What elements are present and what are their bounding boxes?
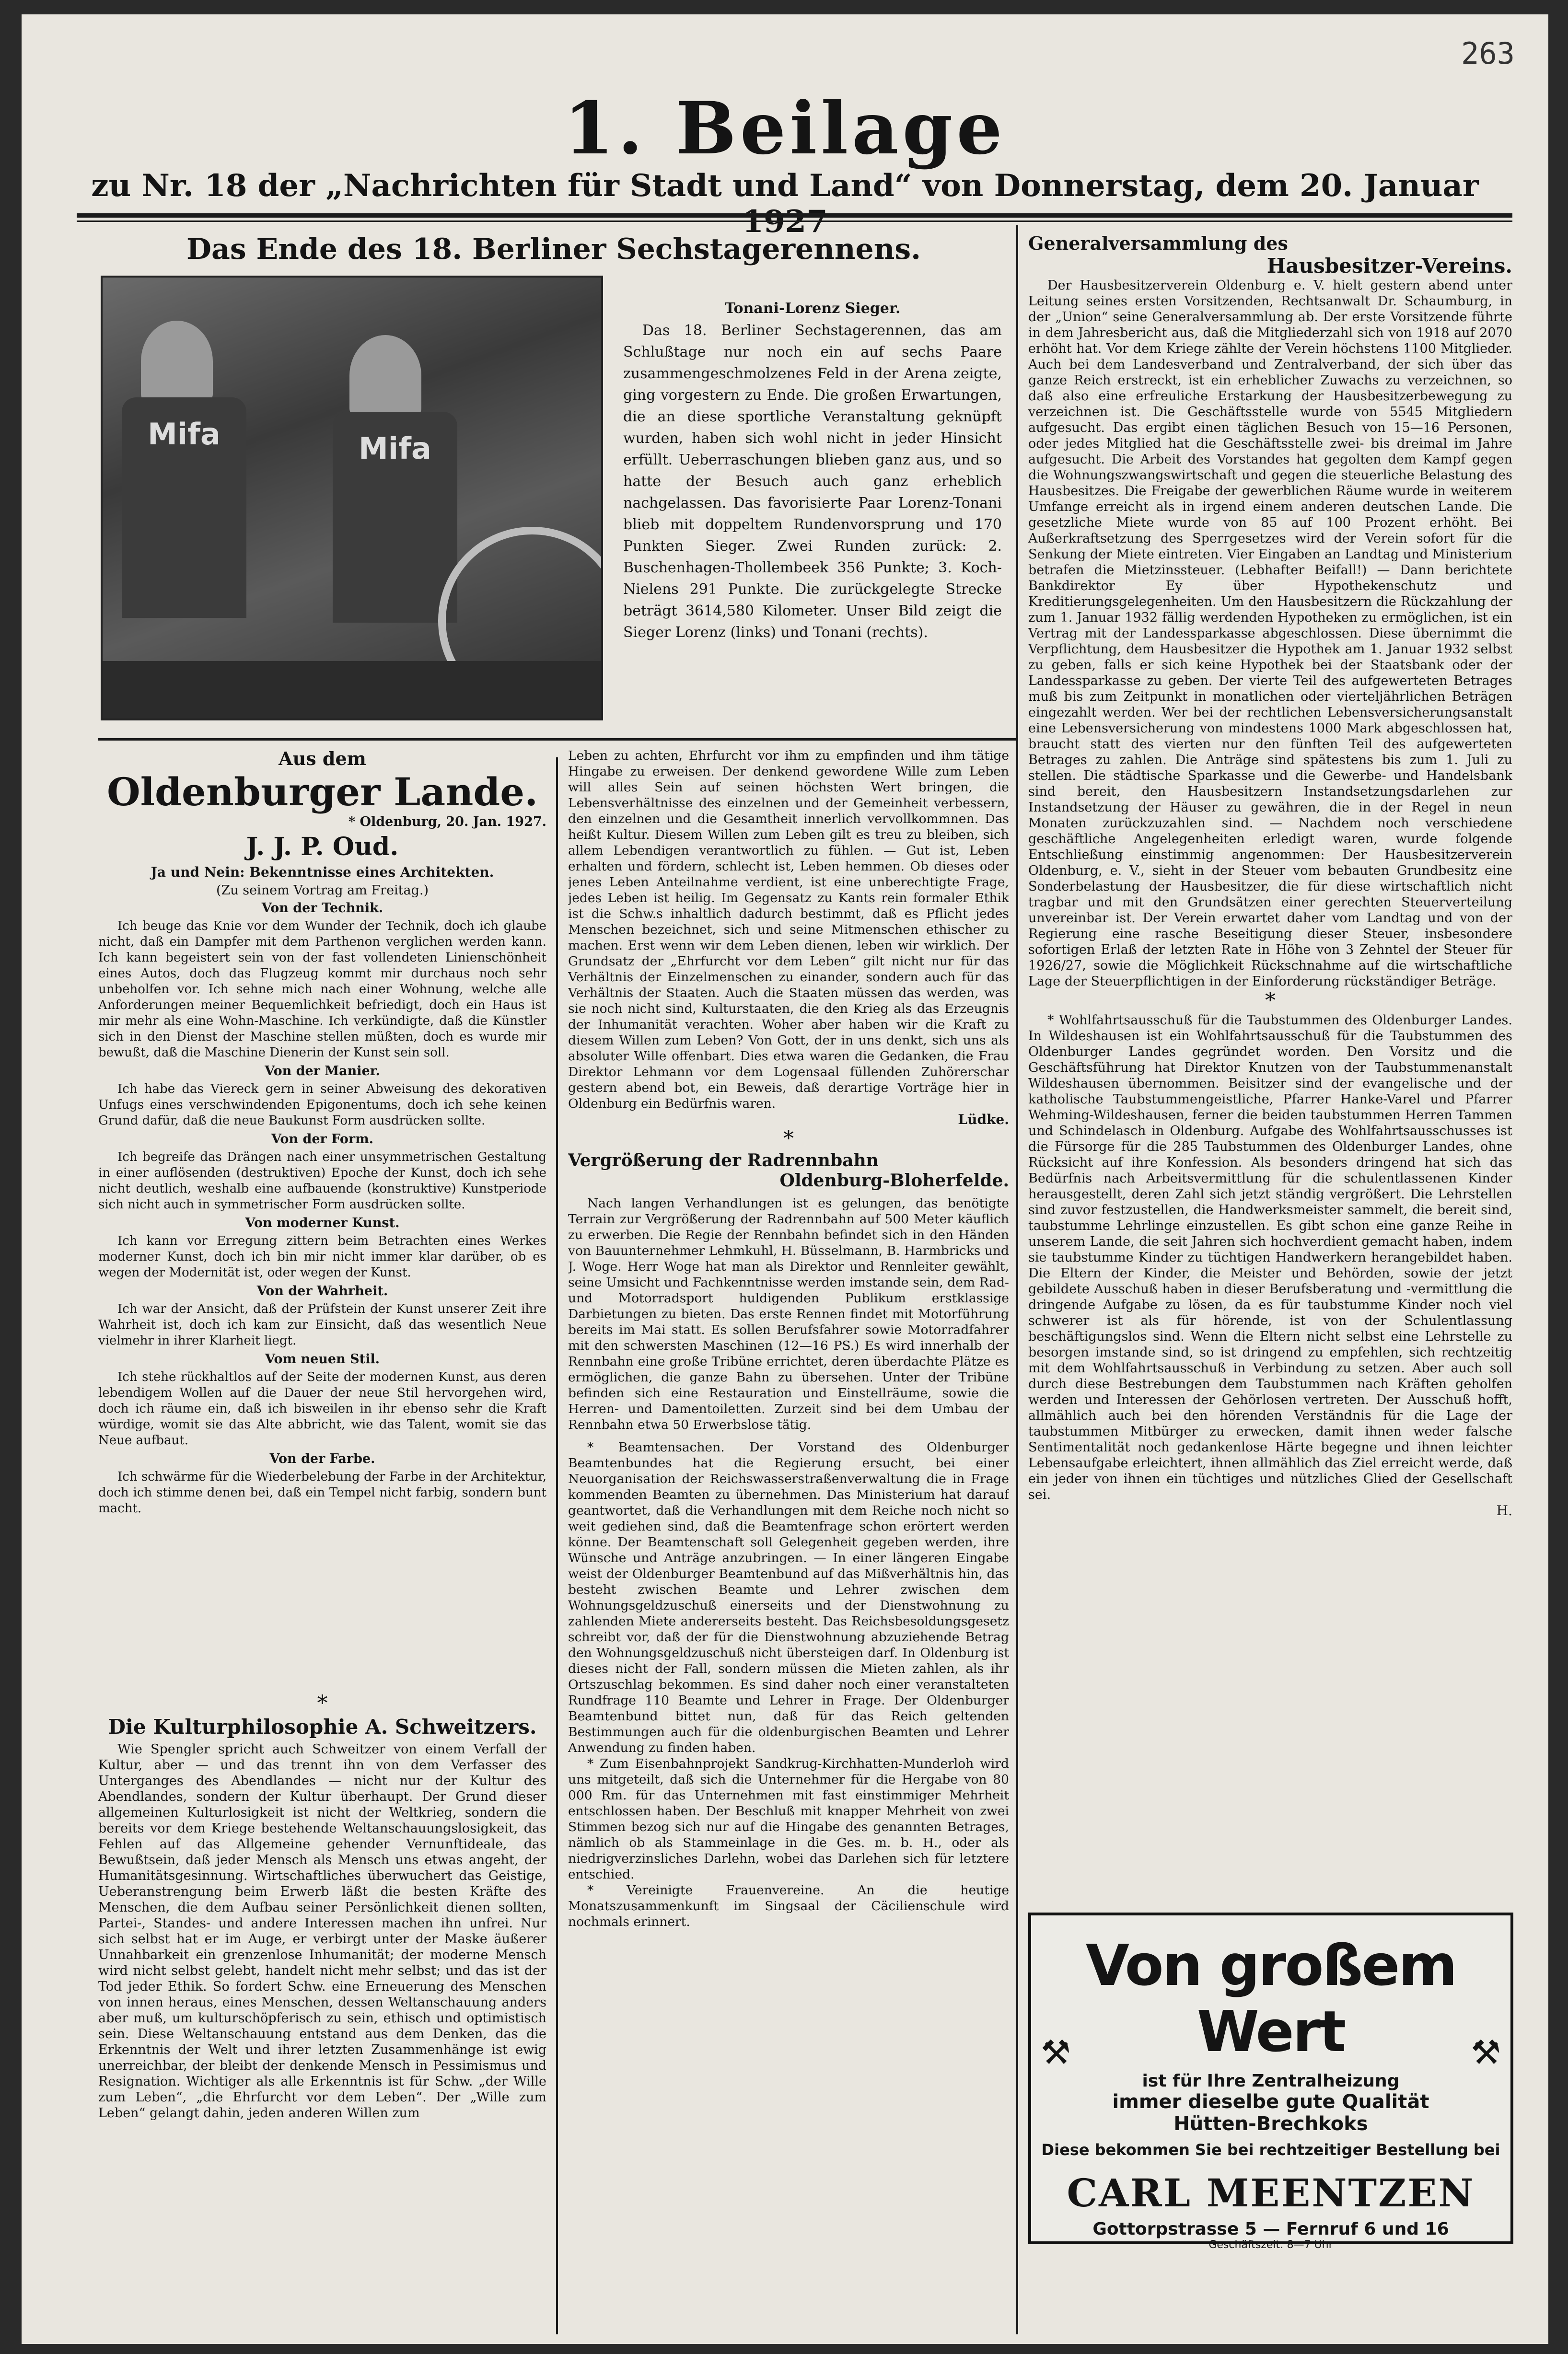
- radrennbahn-body: Nach langen Verhandlungen ist es gelungen, das benötigte Terrain zur Vergrößerung der Radrennbahn auf 500 Meter käuflich zu erwerben. Die Regie der Rennbahn befindet sich in den Händen von Bauunternehmer Lehmkuhl, H. Büsselmann, B. Harmbricks und J. Woge. Herr Woge hat man als Direktor und Rennleiter gewählt, seine Umsicht und Fachkenntnisse werden imstande sein, dem Rad- und Motorradsport huldigenden Publikum erstklassige Darbietungen zu bieten. Das erste Rennen findet mit Motorführung bereits im Mai statt. Es sollen Berufsfahrer sowie Motorradfahrer mit den schwersten Maschinen (12—16 PS.) Es wird innerhalb der Rennbahn eine große Tribüne errichtet, deren überdachte Plätze es ermöglichen, die ganze Bahn zu übersehen. Unter der Tribüne befinden sich eine Restauration und Einstellräume, sowie die Herren- und Damentoiletten. Zurzeit sind bei dem Umbau der Rennbahn etwa 50 Erwerbslose tätig.: [568, 1196, 1009, 1432]
- racer-head-left: [141, 321, 213, 402]
- taubstummen-body: * Wohlfahrtsausschuß für die Taubstummen des Oldenburger Landes. In Wildeshausen ist ein Wohlfahrtsausschuß für die Taubstummen des Oldenburger Landes gegründet worden. Den Vorsitz und die Geschäftsführung hat Direktor Knutzen von der Taubstummenanstalt Wildeshausen übernommen. Beisitzer sind der evangelische und der katholische Taubstummengeistliche, Pfarrer Hanke-Varel und Pfarrer Wehming-Wildeshausen, ferner die beiden taubstummen Herren Tammen und Schindelasch in Oldenburg. Aufgabe des Wohlfahrtsausschusses ist die Fürsorge für die 285 Taubstummen des Oldenburger Landes, ohne Rücksicht auf ihre Konfession. Als besonders dringend hat sich das Bedürfnis nach Arbeitsvermittlung für die schulentlassenen Kinder herausgestellt, deren Zahl sich jetzt ständig vergrößert. Die Lehrstellen sind zuvor festzustellen, die Handwerksmeister sammelt, die bereit sind, taubstumme Lehrlinge einzustellen. Es gibt schon eine ganze Reihe in unserem Lande, die seit Jahren sich hochverdient gemacht haben, indem sie taubstumme Kinder zu tüchtigen Handwerkern herangebildet haben. Die Eltern der Kinder, die Meister und Behörden, sowie der jetzt gebildete Ausschuß haben in dieser Berufsberatung und -vermittlung die dringende Aufgabe zu lösen, da es für taubstumme Kinder noch viel schwerer ist als für hörende, ist von der Schulentlassung beschäftigungslos sind. Wenn die Eltern nicht selbst eine Lehrstelle zu besorgen imstande sind, so ist dringend zu empfehlen, sich rechtzeitig mit dem Wohlfahrtsausschuß in Verbindung zu setzen. Aber auch soll durch diese Bestrebungen dem Taubstummen nach Kräften geholfen werden und Interessen der Gehörlosen vertreten. Der Ausschuß hofft, allmählich auch bei den hörenden Verständnis für die Lage der taubstummen Mitbürger zu erwecken, damit ihnen weder falsche Sentimentalität noch gedankenlose Härte begegne und ihnen leichter Lebensaufgabe erleichtert, ihnen allmählich das Ziel erreicht werde, daß ein jeder von ihnen ein tüchtiges und nützliches Glied der Gesellschaft sei.: [1028, 1013, 1512, 1502]
- hausbesitzer-body: Der Hausbesitzerverein Oldenburg e. V. hielt gestern abend unter Leitung seines ersten Vorsitzenden, Rechtsanwalt Dr. Schaumburg, in der „Union“ seine Generalversammlung ab. Der erste Vorsitzende führte in dem Jahresbericht aus, daß die Mitgliederzahl sich von 1918 auf 2070 erhöht hat. Vor dem Kriege zählte der Verein höchstens 1100 Mitglieder. Auch bei dem Landesverband und Zentralverband, der sich über das ganze Reich erstreckt, ist ein erheblicher Zuwachs zu verzeichnen, so daß also eine erfreuliche Erstarkung der Hausbesitzerbewegung zu verzeichnen ist. Die Geschäftsstelle wurde von 5545 Mitgliedern aufgesucht. Das ergibt einen täglichen Besuch von 15—16 Personen, oder jedes Mitglied hat die Geschäftsstelle zwei- bis dreimal im Jahre aufgesucht. Die Arbeit des Vorstandes hat gegolten dem Kampf gegen die Wohnungszwangswirtschaft und gegen die steuerliche Belastung des Hausbesitzes. Die Freigabe der gewerblichen Räume wurde in weiterem Umfange erreicht als in irgend einem anderen deutschen Lande. Die gesetzliche Miete wurde von 85 auf 100 Prozent erhöht. Bei Außerkraftsetzung des Sperrgesetzes wird der Verein sofort für die Senkung der Miete eintreten. Vier Eingaben an Landtag und Ministerium betrafen die Mietzinssteuer. (Lebhafter Beifall!) — Dann berichtete Bankdirektor Ey über Hypothekenschutz und Kreditierungsgelegenheiten. Um den Hausbesitzern die Rückzahlung der zum 1. Januar 1932 fällig werdenden Hypotheken zu ermöglichen, ist ein Vertrag mit der Landessparkasse abgeschlossen. Diese übernimmt die Verpflichtung, dem Hausbesitzer die Hypothek am 1. Januar 1932 selbst zu geben, falls er sich keine Hypothek bei der Staatsbank oder der Landessparkasse zu geben. Der vierte Teil des aufgewerteten Betrages muß bis zum Zeitpunkt in monatlichen oder vierteljährlichen Beträgen eingezahlt werden. Wer bei der rechtlichen Lebensversicherungsanstalt eine Lebensversicherung von mindestens 1000 Mark abgeschlossen hat, braucht statt des vierten nur den fünften Teil des aufgewerteten Betrages zu zahlen. Die Anträge sind spätestens bis zum 1. Juli zu stellen. Die städtische Sparkasse und die Gewerbe- und Handelsbank sind bereit, den Hausbesitzern Instandsetzungsdarlehen zur Instandsetzung der Häuser zu gewähren, die in der Regel in neun Monaten zurückzuzahlen sind. — Nachdem noch verschiedene geschäftliche Angelegenheiten erledigt waren, wurde folgende Entschließung einstimmig angenommen: Der Hausbesitzerverein Oldenburg, e. V., sieht in der Steuer vom bebauten Grundbesitz eine Sonderbelastung der Hausbesitzer, die für diese wirtschaftlich nicht tragbar und mit den Grundsätzen einer gerechten Steuerverteilung unvereinbar ist. Der Verein erwartet daher vom Landtag und von der Regierung eine rasche Beseitigung dieser Steuer, insbesondere sofortigen Erlaß der letzten Rate in Höhe von 3 Zehntel der Steuer für 1926/27, sowie die Möglichkeit Rückschnahme auf die wirtschaftliche Lage der Steuerpflichtigen in der Einforderung rückständiger Beträge.: [1028, 278, 1512, 989]
- ad-line-2: immer dieselbe gute Qualität: [1112, 2091, 1429, 2113]
- oud-subtitle-1: Ja und Nein: Bekenntnisse eines Architekten.: [151, 864, 494, 880]
- masthead-title: 1. Beilage: [564, 86, 1006, 171]
- radrennbahn-headline-2: Oldenburg-Bloherfelde.: [779, 1171, 1009, 1191]
- frauenvereine-body: * Vereinigte Frauenvereine. An die heutige Monatszusammenkunft im Singsaal der Cäcilienschule wird nochmals erinnert.: [568, 1883, 1009, 1929]
- photo-floor: [103, 661, 601, 719]
- section-technik: Von der Technik.: [261, 901, 383, 916]
- hausbesitzer-headline-1: Generalversammlung des: [1028, 232, 1288, 254]
- ad-line-3: Hütten-Brechkoks: [1173, 2113, 1368, 2135]
- jersey-left: Mifa: [122, 397, 246, 618]
- section-farbe: Von der Farbe.: [269, 1451, 375, 1466]
- advertisement-box: [1028, 1913, 1513, 2251]
- jersey-right: Mifa: [333, 412, 457, 623]
- hammer-icon-right: ⚒: [1471, 2033, 1501, 2072]
- taubstummen-signature: H.: [1496, 1503, 1512, 1519]
- para-form: Ich begreife das Drängen nach einer unsymmetrischen Gestaltung in einer auflösenden (destruktiven) Epoche der Kunst, doch ich sehe nicht deutlich, weshalb eine aufbauende (konstruktive) Kunstperiode sich nicht auch in symmetrischer Form ausdrücken sollte.: [98, 1150, 546, 1212]
- sechstage-body: Das 18. Berliner Sechstagerennen, das am Schlußtage nur noch ein auf sechs Paare zusammengeschmolzenes Feld in der Arena zeigte, ging vorgestern zu Ende. Die großen Erwartungen, die an diese sportliche Veranstaltung geknüpft wurden, haben sich wohl nicht in jeder Hinsicht erfüllt. Ueberraschungen blieben ganz aus, und so hatte der Besuch auch ganz erheblich nachgelassen. Das favorisierte Paar Lorenz-Tonani blieb mit doppeltem Rundenvorsprung und 170 Punkten Sieger. Zwei Runden zurück: 2. Buschenhagen-Thollembeek 356 Punkte; 3. Koch-Nielens 291 Punkte. Die zurückgelegte Strecke beträgt 3614,580 Kilometer. Unser Bild zeigt die Sieger Lorenz (links) und Tonani (rechts).: [623, 322, 1002, 641]
- sechstage-text: [623, 297, 1002, 714]
- separator-star: *: [1265, 988, 1276, 1013]
- para-wahrheit: Ich war der Ansicht, daß der Prüfstein der Kunst unserer Zeit ihre Wahrheit ist, doch ich kam zur Einsicht, daß das wesentlich Neue vielmehr in ihrer Klarheit liegt.: [98, 1302, 546, 1348]
- sechstage-headline: Das Ende des 18. Berliner Sechstagerennens.: [186, 232, 921, 266]
- separator-star: *: [317, 1692, 328, 1716]
- column-divider-right: [1016, 225, 1018, 2334]
- middle-column: [568, 748, 1009, 2334]
- page-number: 263: [1461, 36, 1515, 71]
- section-wahrheit: Von der Wahrheit.: [256, 1284, 388, 1299]
- schweitzer-body: Wie Spengler spricht auch Schweitzer von einem Verfall der Kultur, aber — und das trennt ihn von dem Verfasser des Unterganges des Abendlandes — nicht nur der Kultur des Abendlandes, sondern der Kultur überhaupt. Der Grund dieser allgemeinen Kulturlosigkeit ist nicht der Weltkrieg, sondern die bereits vor dem Kriege bestehende Weltanschauungslosigkeit, das Fehlen auf das Allgemeine gehender Vernunftideale, das Bewußtsein, daß jeder Mensch als Mensch uns etwas angeht, der Humanitätsgesinnung. Wirtschaftliches überwuchert das Geistige, Ueberanstrengung beim Erwerb läßt die besten Kräfte des Menschen, die dem Aufbau seiner Persönlichkeit dienen sollten, Partei-, Standes- und andere Interessen machen ihn unfrei. Nur sich selbst hat er im Auge, er verbirgt unter der Maske äußerer Unnahbarkeit ein grenzenlose Inhumanität; der moderne Mensch wird nicht selbst gelebt, handelt nicht mehr selbst; und das ist der Tod jeder Ethik. So fordert Schw. eine Erneuerung des Menschen von innen heraus, eines Menschen, dessen Weltanschauung anders aber muß, um kulturschöpferisch zu sein, ethisch und optimistisch sein. Diese Weltanschauung entstand aus dem Denken, das die Erkenntnis der Welt und ihrer letzten Zusammenhänge ist ewig unerreichbar, der bleibt der denkende Mensch in Pessimismus und Resignation. Wichtiger als alle Erkenntnis ist für Schw. „der Wille zum Leben“, „die Ehrfurcht vor dem Leben“. Der „Wille zum Leben“ gelangt dahin, jeden anderen Willen zum: [98, 1742, 546, 2121]
- oud-subtitle-2: (Zu seinem Vortrag am Freitag.): [216, 883, 429, 898]
- hammer-icon-left: ⚒: [1041, 2033, 1071, 2072]
- newspaper-page: [22, 14, 1548, 2344]
- section-form: Von der Form.: [271, 1132, 374, 1147]
- schweitzer-continued: Leben zu achten, Ehrfurcht vor ihm zu empfinden und ihm tätige Hingabe zu erweisen. Der denkend gewordene Wille zum Leben will alles Sein auf seinen höchsten Wert bringen, die Lebensverhältnisse des einzelnen und der Gemeinheit verbessern, den einzelnen und die Gesamtheit innerlich vervollkommnen. Das heißt Kultur. Diesem Willen zum Leben gilt es treu zu bleiben, sich allem Lebendigen verantwortlich zu fühlen. — Gut ist, Leben erhalten und fördern, schlecht ist, Leben hemmen. Ob dieses oder jenes Leben Anteilnahme verdient, ist eine unberechtigte Frage, jedes Leben ist heilig. Im Gegensatz zu Kants rein formaler Ethik ist die Schw.s inhaltlich dadurch bestimmt, daß es Pflicht jedes Menschen bezeichnet, sich und seine Mitmenschen ethischer zu machen. Erst wenn wir dem Leben dienen, leben wir wirklich. Der Grundsatz der „Ehrfurcht vor dem Leben“ gilt nicht nur für das Verhältnis der Einzelmenschen zu einander, sondern auch für das Verhältnis der Staaten. Auch die Staaten müssen das werden, was sie noch nicht sind, Kulturstaaten, die den Krieg als das Erzeugnis der Inhumanität verachten. Woher aber haben wir die Kraft zu diesem Willen zum Leben? Von Gott, der in uns denkt, sich uns als absoluter Wille offenbart. Dies etwa waren die Gedanken, die Frau Direktor Lehmann vor dem Logensaal füllenden Zuhörerschar gestern abend bot, ein Beweis, daß derartige Vorträge hier in Oldenburg ein Bedürfnis waren.: [568, 748, 1009, 1111]
- oldenburg-headline: Oldenburger Lande.: [106, 769, 538, 814]
- section-stil: Vom neuen Stil.: [265, 1352, 380, 1367]
- section-rule-sechstage: [98, 738, 1016, 741]
- racers-photo: [101, 276, 603, 720]
- masthead-rule-thin: [77, 220, 1512, 222]
- hausbesitzer-article: [1028, 232, 1512, 1901]
- oldenburg-kicker: Aus dem: [279, 748, 366, 769]
- masthead-subline: zu Nr. 18 der „Nachrichten für Stadt und Land“ von Donnerstag, dem 20. Januar: [91, 168, 1479, 204]
- hausbesitzer-headline-2: Hausbesitzer-Vereins.: [1266, 254, 1512, 278]
- para-stil: Ich stehe rückhaltlos auf der Seite der modernen Kunst, aus deren lebendigem Wollen auf die Dauer der neue Stil hervorgehen wird, doch ich räume ein, daß ich bisweilen in ihr ebenso sehr die Kraft würdige, womit sie das Alte abbricht, wie das Talent, womit sie das Neue aufbaut.: [98, 1370, 546, 1448]
- schweitzer-headline: Die Kulturphilosophie A. Schweitzers.: [108, 1715, 537, 1739]
- para-farbe: Ich schwärme für die Wiederbelebung der Farbe in der Architektur, doch ich stimme denen bei, daß ein Tempel nicht farbig, sondern bunt macht.: [98, 1470, 546, 1516]
- oldenburg-article: [98, 748, 546, 1687]
- radrennbahn-headline-1: Vergrößerung der Radrennbahn: [568, 1150, 879, 1171]
- para-manier: Ich habe das Viereck gern in seiner Abweisung des dekorativen Unfugs eines verschwindenden Epigonentums, doch ich sehe keinen Grund dafür, daß die neue Baukunst Form ausdrücken sollte.: [98, 1082, 546, 1128]
- masthead-rule: [77, 213, 1512, 218]
- schweitzer-signature: Lüdke.: [958, 1112, 1009, 1127]
- schweitzer-article: [98, 1692, 546, 2334]
- beamtensachen-body: * Beamtensachen. Der Vorstand des Oldenburger Beamtenbundes hat die Regierung ersucht, bei einer Neuorganisation der Reichswasserstraßenverwaltung die in Frage kommenden Beamten zu übernehmen. Das Ministerium hat darauf geantwortet, daß die Verhandlungen mit dem Reiche noch nicht so weit gediehen sind, daß die Beamtenfrage schon erörtert werden könne. Der Beamtenschaft soll Gelegenheit gegeben werden, ihre Wünsche und Anträge anzubringen. — In einer längeren Eingabe weist der Oldenburger Beamtenbund auf das Mißverhältnis hin, das besteht zwischen Beamte und Lehrer zwischen dem Wohnungsgeldzuschuß einerseits und der Dienstwohnung zu zahlenden Miete andererseits besteht. Das Reichsbesoldungsgesetz schreibt vor, daß der für die Dienstwohnung abzuziehende Betrag den Wohnungsgeldzuschuß nicht übersteigen darf. In Oldenburg ist dieses nicht der Fall, sondern müssen die Mieten zahlen, als ihr Ortszuschlag bekommen. Es sind daher noch einer veranstalteten Rundfrage 110 Beamte und Lehrer in Frage. Der Oldenburger Beamtenbund bittet nun, daß für das Reich geltenden Bestimmungen auch für die oldenburgischen Beamten und Lehrer Anwendung zu finden haben.: [568, 1440, 1009, 1755]
- section-manier: Von der Manier.: [265, 1064, 380, 1078]
- oldenburg-dateline: * Oldenburg, 20. Jan. 1927.: [348, 814, 546, 829]
- ad-line-1: ist für Ihre Zentralheizung: [1142, 2071, 1400, 2091]
- sechstage-caption-title: Tonani-Lorenz Sieger.: [724, 300, 901, 317]
- para-moderne: Ich kann vor Erregung zittern beim Betrachten eines Werkes moderner Kunst, doch ich bin mir nicht immer klar darüber, ob es wegen der Modernität ist, oder wegen der Kunst.: [98, 1234, 546, 1280]
- column-divider-left: [556, 757, 558, 2334]
- racer-head-right: [349, 335, 421, 417]
- ad-headline: Von großem Wert: [1085, 1932, 1456, 2064]
- ad-company: CARL MEENTZEN: [1067, 2170, 1475, 2215]
- ad-address: Gottorpstrasse 5 — Fernruf 6 und 16: [1092, 2219, 1449, 2239]
- separator-star: *: [783, 1126, 794, 1151]
- oud-title: J. J. P. Oud.: [246, 832, 399, 861]
- para-technik: Ich beuge das Knie vor dem Wunder der Technik, doch ich glaube nicht, daß ein Dampfer mit dem Parthenon verglichen werden kann. Ich kann begeistert sein von der fast vollendeten Linienschönheit eines Autos, doch das Flugzeug kommt mir durchaus noch sehr unbeholfen vor. Ich sehne mich nach einer Wohnung, welche alle Anforderungen meiner Bequemlichkeit befriedigt, doch ein Haus ist mir mehr als eine Wohn-Maschine. Ich verkündigte, daß die Künstler sich in den Dienst der Maschine stellen müßten, doch es wurde mir bewußt, daß die Maschine Dienerin der Kunst sein soll.: [98, 919, 546, 1060]
- section-moderne: Von moderner Kunst.: [245, 1216, 400, 1230]
- ad-hours: Geschäftszeit: 8—7 Uhr: [1208, 2239, 1333, 2251]
- eisenbahn-body: * Zum Eisenbahnprojekt Sandkrug-Kirchhatten-Munderloh wird uns mitgeteilt, daß sich die Unternehmer für die Hergabe von 80 000 Rm. für das Unternehmen mit fast einstimmiger Mehrheit entschlossen haben. Der Beschluß mit knapper Mehrheit von zwei Stimmen bezog sich nur auf die Hingabe des genannten Betrages, nämlich ob als Stammeinlage in die Ges. m. b. H., oder als niedrigverzinsliches Darlehn, wobei das Darlehen sich für letztere entschied.: [568, 1756, 1009, 1882]
- ad-line-4: Diese bekommen Sie bei rechtzeitiger Bestellung bei: [1041, 2141, 1500, 2159]
